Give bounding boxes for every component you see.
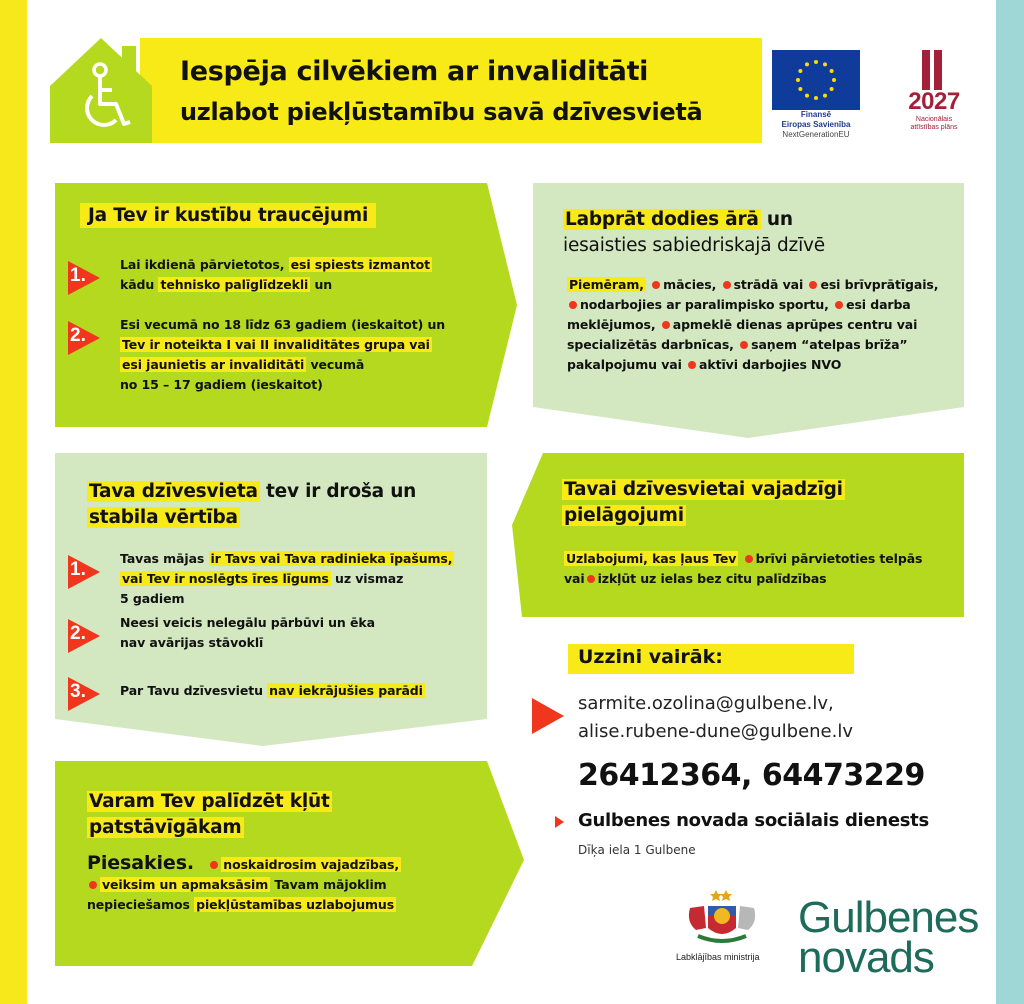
bullet-text: esi darba meklējumos, xyxy=(567,297,911,332)
bullet-text: brīvi pārvietoties telpās xyxy=(755,551,923,566)
small-red-arrow-icon xyxy=(555,816,564,828)
box5-title-line1: Varam Tev palīdzēt kļūt xyxy=(89,791,330,812)
box3-title-rest: tev ir droša un xyxy=(259,481,417,502)
item-text: uz vismaz xyxy=(330,571,404,586)
box2-title-line2: iesaisties sabiedriskajā dzīvē xyxy=(563,235,825,256)
box-adjustments-needed xyxy=(512,453,964,617)
bullet-dot-icon xyxy=(723,281,731,289)
item-text: Tavas mājas xyxy=(120,551,209,566)
eu-caption-line2: Eiropas Savienība xyxy=(781,120,851,129)
nap-caption xyxy=(894,116,974,132)
bullet-dot-icon xyxy=(740,341,748,349)
bullet-text: nodarbojies ar paralimpisko sportu, xyxy=(580,297,829,312)
ministry-caption: Labklājības ministrija xyxy=(676,952,760,962)
item-text-highlight: vai Tev ir noslēgts īres līgums xyxy=(122,571,329,586)
box3-item-1 xyxy=(120,549,485,609)
bullet-dot-icon xyxy=(809,281,817,289)
box2-title-highlight: Labprāt dodies ārā xyxy=(565,209,759,230)
eu-caption-line3: NextGenerationEU xyxy=(782,130,850,139)
email-link-1[interactable]: sarmite.ozolina@gulbene.lv, xyxy=(578,693,834,714)
bullet-text: Tavam mājoklim xyxy=(274,877,387,892)
box2-body xyxy=(567,275,952,375)
bullet-text: saņem “atelpas brīža” pakalpojumu vai xyxy=(567,337,908,372)
box1-title xyxy=(80,203,376,229)
number-badge-label: 3. xyxy=(70,681,86,702)
bullet-text: vai xyxy=(564,571,585,586)
number-badge-2 xyxy=(68,321,100,355)
box5-body xyxy=(87,853,447,915)
item-text: vecumā xyxy=(306,357,365,372)
number-badge-3 xyxy=(68,677,100,711)
nap-2027-logo xyxy=(894,50,974,140)
box4-title-line1: Tavai dzīvesvietai vajadzīgi xyxy=(564,479,843,500)
bullet-text: nepieciešamos xyxy=(87,897,195,912)
box2-title xyxy=(563,207,825,259)
item-text-highlight: nav iekrājušies parādi xyxy=(269,683,423,698)
bullet-text: strādā vai xyxy=(733,277,804,292)
bullet-text: apmeklē dienas aprūpes centru vai specializētās darbnīcas, xyxy=(567,317,918,352)
box3-item-3 xyxy=(120,681,480,701)
nap-caption-line1: Nacionālais xyxy=(915,116,953,123)
ministry-logo xyxy=(672,888,772,968)
box3-title-line2: stabila vērtība xyxy=(89,507,238,528)
item-text-highlight: ir Tavs vai Tava radinieka īpašums, xyxy=(210,551,453,566)
box-we-can-help xyxy=(55,761,487,966)
item-text-highlight: esi spiests izmantot xyxy=(290,257,431,272)
eu-flag-logo xyxy=(772,50,860,110)
bullet-text-highlight: piekļūstamības uzlabojumus xyxy=(196,897,395,912)
item-text-highlight: tehnisko palīglīdzekli xyxy=(160,277,309,292)
red-arrow-icon xyxy=(532,698,564,734)
contact-section xyxy=(520,640,990,870)
bullet-dot-icon xyxy=(662,321,670,329)
eu-stars-icon xyxy=(772,50,860,110)
bullet-dot-icon xyxy=(652,281,660,289)
item-text: no 15 – 17 gadiem (ieskaitot) xyxy=(120,377,323,392)
title-line-2: uzlabot piekļūstamību savā dzīvesvietā xyxy=(180,98,703,126)
box5-lead: Piesakies. xyxy=(87,852,195,874)
item-text: Neesi veicis nelegālu pārbūvi un ēka xyxy=(120,615,375,630)
bullet-dot-icon xyxy=(745,555,753,563)
box3-title-highlight: Tava dzīvesvieta xyxy=(89,481,258,502)
bullet-text-highlight: noskaidrosim vajadzības, xyxy=(223,857,400,872)
bullet-dot-icon xyxy=(569,301,577,309)
item-text: nav avārijas stāvoklī xyxy=(120,635,264,650)
box4-lead: Uzlabojumi, kas ļaus Tev xyxy=(566,551,737,566)
number-badge-label: 1. xyxy=(70,265,86,286)
bullet-dot-icon xyxy=(210,861,218,869)
box3-title xyxy=(87,479,416,531)
box-social-life xyxy=(533,183,964,407)
item-text: 5 gadiem xyxy=(120,591,185,606)
box5-title-line2: patstāvīgākam xyxy=(89,817,242,838)
box5-title xyxy=(87,789,332,841)
email-list xyxy=(578,690,853,746)
bullet-text: esi brīvprātīgais, xyxy=(820,277,939,292)
bullet-text-highlight: veiksim un apmaksāsim xyxy=(102,877,269,892)
box4-title-line2: pielāgojumi xyxy=(564,505,684,526)
eu-caption-line1: Finansē xyxy=(800,110,832,119)
box-movement-disorders xyxy=(55,183,487,427)
organization-name: Gulbenes novada sociālais dienests xyxy=(578,810,929,831)
box1-title-text: Ja Tev ir kustību traucējumi xyxy=(80,203,376,228)
bullet-dot-icon xyxy=(688,361,696,369)
box1-item-2 xyxy=(120,315,480,395)
item-text: Esi vecumā no 18 līdz 63 gadiem (ieskaitot) un xyxy=(120,317,446,332)
organization-address: Dīķa iela 1 Gulbene xyxy=(578,843,696,857)
box1-item-1 xyxy=(120,255,470,295)
number-badge-2 xyxy=(68,619,100,653)
item-text: kādu xyxy=(120,277,159,292)
nap-year: 2027 xyxy=(908,88,960,115)
box2-lead: Piemēram, xyxy=(569,277,644,292)
item-text-highlight: esi jaunietis ar invaliditāti xyxy=(122,357,305,372)
box2-title-rest: un xyxy=(760,209,793,230)
gulbenes-logo-line2: novads xyxy=(798,933,934,982)
page-title xyxy=(180,52,702,132)
box3-item-2 xyxy=(120,613,480,653)
phone-numbers[interactable]: 26412364, 64473229 xyxy=(578,758,925,793)
box4-body xyxy=(564,549,959,589)
wheelchair-house-icon xyxy=(44,34,156,146)
number-badge-1 xyxy=(68,555,100,589)
item-text: un xyxy=(310,277,333,292)
gulbenes-logo-line1: Gulbenes xyxy=(798,893,979,942)
number-badge-label: 1. xyxy=(70,559,86,580)
number-badge-1 xyxy=(68,261,100,295)
nap-bars-icon xyxy=(918,50,946,90)
number-badge-label: 2. xyxy=(70,623,86,644)
bullet-text: aktīvi darbojies NVO xyxy=(699,357,842,372)
title-line-1: Iespēja cilvēkiem ar invaliditāti xyxy=(180,56,649,87)
bullet-text: mācies, xyxy=(663,277,717,292)
coat-of-arms-icon xyxy=(672,888,772,948)
gulbenes-novads-logo xyxy=(798,893,979,982)
box-safe-residence xyxy=(55,453,487,719)
contact-heading: Uzzini vairāk: xyxy=(578,646,723,668)
item-text: Lai ikdienā pārvietotos, xyxy=(120,257,289,272)
email-link-2[interactable]: alise.rubene-dune@gulbene.lv xyxy=(578,721,854,742)
eu-caption xyxy=(760,110,872,140)
box4-title xyxy=(562,477,845,529)
bullet-dot-icon xyxy=(89,881,97,889)
item-text: Par Tavu dzīvesvietu xyxy=(120,683,268,698)
bullet-dot-icon xyxy=(587,575,595,583)
bullet-text: izkļūt uz ielas bez citu palīdzības xyxy=(597,571,827,586)
bullet-dot-icon xyxy=(835,301,843,309)
nap-caption-line2: attīstības plāns xyxy=(910,124,958,131)
item-text-highlight: Tev ir noteikta I vai II invaliditātes grupa vai xyxy=(122,337,430,352)
number-badge-label: 2. xyxy=(70,325,86,346)
